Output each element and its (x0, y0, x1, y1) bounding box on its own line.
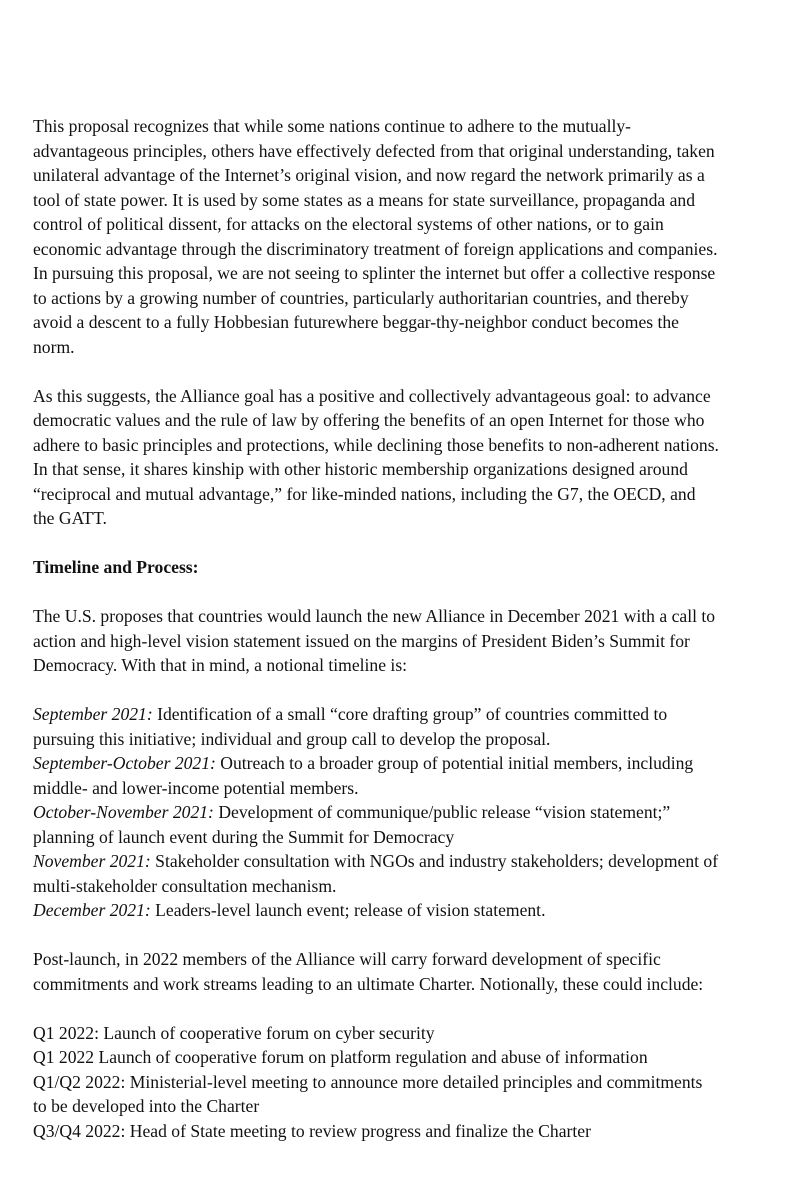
text-line: unilateral advantage of the Internet’s original vision, and now regard the network primarily as a (33, 165, 705, 185)
paragraph-post-launch (33, 947, 783, 996)
text-line: In pursuing this proposal, we are not seeing to splinter the internet but offer a collective response (33, 263, 716, 283)
text-line: tool of state power. It is used by some states as a means for state surveillance, propaganda and (33, 189, 696, 210)
timeline-item (33, 849, 783, 898)
timeline-text: Outreach to a broader group of potential initial members, including (215, 753, 694, 773)
text-line: commitments and work streams leading to an ultimate Charter. Notionally, these could include: (33, 973, 704, 994)
text-line: Post-launch, in 2022 members of the Alliance will carry forward development of specific (33, 949, 661, 969)
milestone-item: Q1 2022: Launch of cooperative forum on cyber security (33, 1022, 435, 1043)
text-line: Democracy. With that in mind, a notional timeline is: (33, 655, 408, 675)
paragraph-timeline-intro (33, 604, 783, 678)
milestone-list (33, 1021, 783, 1144)
text-line: As this suggests, the Alliance goal has a positive and collectively advantageous goal: to advance (33, 385, 711, 406)
timeline-text: Development of communique/public release “vision statement;” (213, 802, 671, 822)
timeline-list (33, 702, 783, 923)
timeline-date: December 2021: (33, 900, 151, 920)
timeline-date: September-October 2021: (33, 753, 216, 773)
text-line: “reciprocal and mutual advantage,” for like-minded nations, including the G7, the OECD, and (33, 483, 696, 504)
document-page (33, 114, 783, 1143)
text-line: advantageous principles, others have effectively defected from that original understanding, taken (33, 140, 715, 161)
text-line: norm. (33, 336, 75, 357)
timeline-date: November 2021: (33, 851, 151, 871)
timeline-text-cont: multi-stakeholder consultation mechanism. (33, 875, 337, 896)
timeline-text: Leaders-level launch event; release of vision statement. (150, 900, 546, 920)
text-line: adhere to basic principles and protections, while declining those benefits to non-adherent nations. (33, 434, 719, 455)
milestone-item: Q1/Q2 2022: Ministerial-level meeting to announce more detailed principles and commitments (33, 1071, 703, 1092)
paragraph-intro (33, 114, 783, 359)
timeline-text-cont: pursuing this initiative; individual and group call to develop the proposal. (33, 728, 551, 749)
text-line: This proposal recognizes that while some nations continue to adhere to the mutually- (33, 116, 632, 136)
timeline-item (33, 800, 783, 849)
text-line: action and high-level vision statement issued on the margins of President Biden’s Summit for (33, 630, 690, 651)
text-line: the GATT. (33, 508, 107, 528)
milestone-item: to be developed into the Charter (33, 1096, 260, 1116)
paragraph-alliance-goal (33, 384, 783, 531)
timeline-date: October-November 2021: (33, 802, 214, 822)
text-line: democratic values and the rule of law by offering the benefits of an open Internet for those who (33, 410, 705, 430)
text-line: economic advantage through the discriminatory treatment of foreign applications and companies. (33, 238, 718, 259)
text-line: to actions by a growing number of countries, particularly authoritarian countries, and thereby (33, 287, 689, 308)
timeline-text-cont: planning of launch event during the Summit for Democracy (33, 826, 455, 847)
milestone-item: Q3/Q4 2022: Head of State meeting to review progress and finalize the Charter (33, 1120, 591, 1141)
milestone-item: Q1 2022 Launch of cooperative forum on platform regulation and abuse of information (33, 1047, 648, 1067)
timeline-text-cont: middle- and lower-income potential members. (33, 777, 359, 798)
text-line: control of political dissent, for attacks on the electoral systems of other nations, or to gain (33, 214, 664, 234)
timeline-text: Identification of a small “core drafting group” of countries committed to (152, 704, 668, 724)
text-line: avoid a descent to a fully Hobbesian futurewhere beggar-thy-neighbor conduct becomes the (33, 312, 679, 332)
timeline-item (33, 702, 783, 751)
text-line: In that sense, it shares kinship with other historic membership organizations designed around (33, 459, 688, 479)
timeline-item (33, 751, 783, 800)
text-line: The U.S. proposes that countries would launch the new Alliance in December 2021 with a call to (33, 606, 716, 626)
timeline-date: September 2021: (33, 704, 153, 724)
timeline-item (33, 898, 783, 923)
timeline-text: Stakeholder consultation with NGOs and industry stakeholders; development of (150, 851, 719, 871)
section-heading: Timeline and Process: (33, 557, 199, 577)
